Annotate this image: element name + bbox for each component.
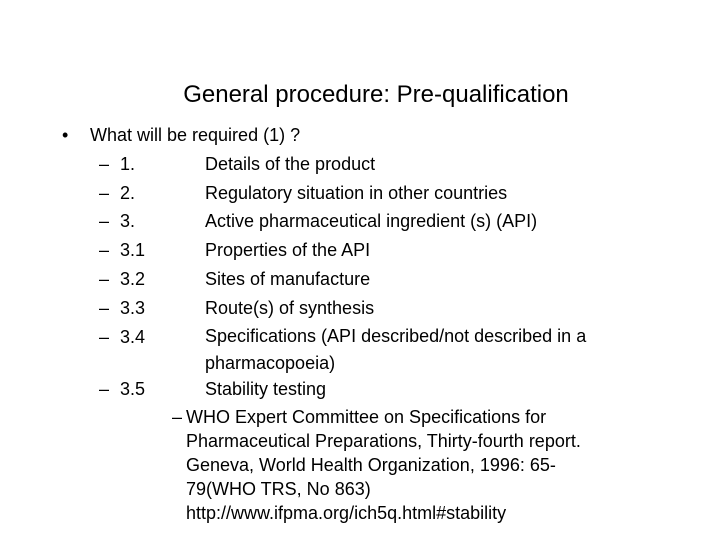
reference-url: http://www.ifpma.org/ich5q.html#stability	[186, 503, 507, 523]
dash-icon: –	[99, 379, 110, 399]
item-number: 3.4	[120, 327, 146, 347]
dash-icon: –	[172, 407, 183, 427]
item-description: Regulatory situation in other countries	[205, 183, 508, 203]
bullet-icon: •	[62, 125, 69, 145]
item-description: Specifications (API described/not described in a pharmacopoeia)	[205, 326, 587, 373]
reference-line: Geneva, World Health Organization, 1996: 65-	[186, 455, 556, 475]
item-description: Sites of manufacture	[205, 269, 371, 289]
item-number: 3.2	[120, 269, 146, 289]
reference-line: WHO Expert Committee on Specifications for	[186, 407, 547, 427]
item-number: 3.1	[120, 240, 146, 260]
item-number: 3.	[120, 211, 136, 231]
dash-icon: –	[99, 154, 110, 174]
item-number: 3.3	[120, 298, 146, 318]
item-description: Stability testing	[205, 379, 327, 399]
item-description: Active pharmaceutical ingredient (s) (API)	[205, 211, 538, 231]
main-bullet-text: What will be required (1) ?	[90, 125, 301, 145]
dash-icon: –	[99, 269, 110, 289]
dash-icon: –	[99, 211, 110, 231]
dash-icon: –	[99, 327, 110, 347]
item-description: Properties of the API	[205, 240, 371, 260]
item-description: Details of the product	[205, 154, 376, 174]
item-description: Route(s) of synthesis	[205, 298, 375, 318]
item-number: 2.	[120, 183, 136, 203]
item-number: 3.5	[120, 379, 146, 399]
reference-line: Pharmaceutical Preparations, Thirty-fourth report.	[186, 431, 581, 451]
item-number: 1.	[120, 154, 136, 174]
dash-icon: –	[99, 183, 110, 203]
dash-icon: –	[99, 298, 110, 318]
reference-body	[172, 405, 642, 525]
reference-line: 79(WHO TRS, No 863)	[186, 479, 371, 499]
reference-citation	[172, 405, 642, 525]
slide-title: General procedure: Pre-qualification	[183, 81, 569, 108]
dash-icon: –	[99, 240, 110, 260]
